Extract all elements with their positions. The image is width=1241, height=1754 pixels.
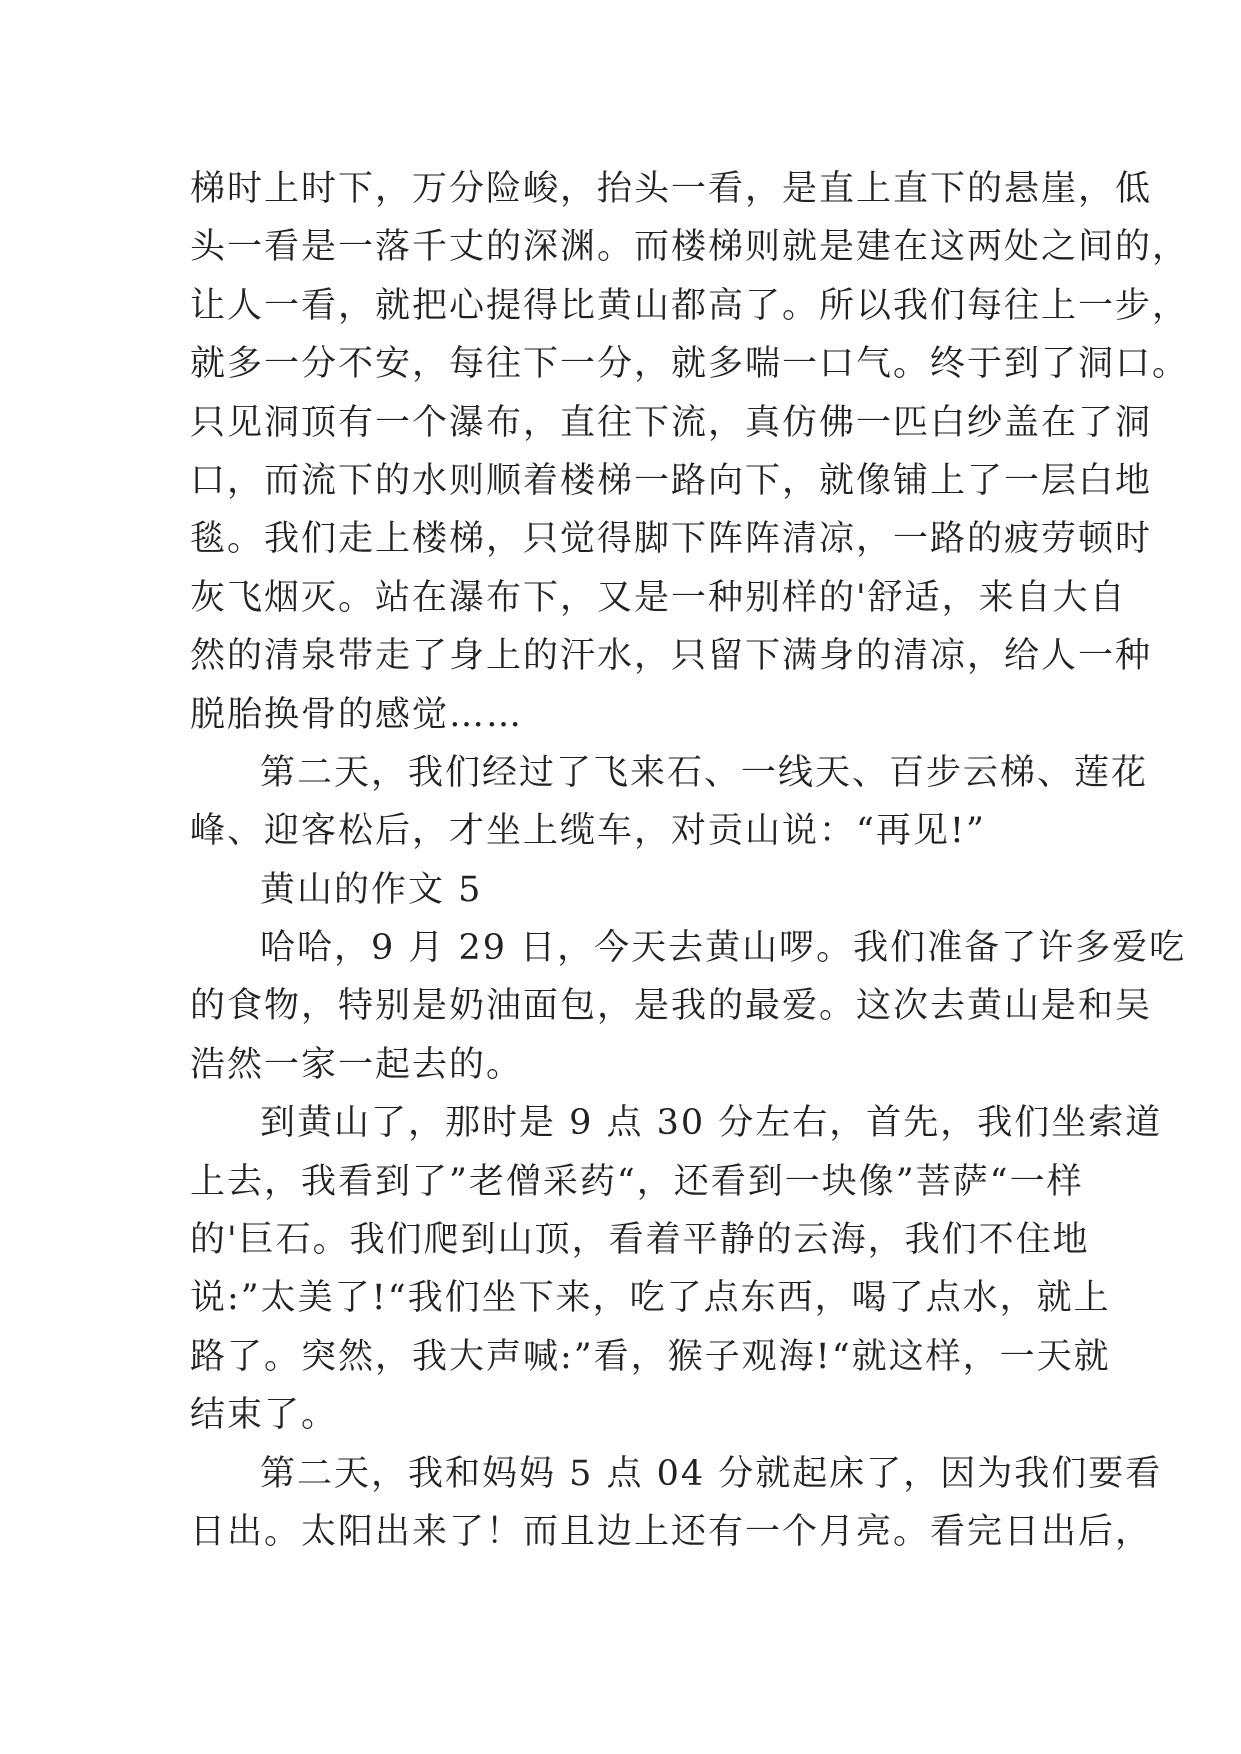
text-line: 结束了。 [190,1395,339,1436]
text-line: 脱胎换骨的感觉…… [190,694,524,735]
text-line: 的食物，特别是奶油面包，是我的最爱。这次去黄山是和吴 [190,986,1153,1027]
text-line: 说:”太美了!“我们坐下来，吃了点东西，喝了点水，就上 [190,1278,1111,1319]
text-line: 的'巨石。我们爬到山顶，看着平静的云海，我们不住地 [190,1220,1090,1261]
text-line: 路了。突然，我大声喊:”看，猴子观海!“就这样，一天就 [190,1336,1111,1377]
document-body [190,160,1190,1561]
section-heading: 黄山的作文 5 [260,869,483,910]
text-line: 哈哈，9 月 29 日，今天去黄山啰。我们准备了许多爱吃 [260,928,1187,969]
text-line: 然的清泉带走了身上的汗水，只留下满身的清凉，给人一种 [190,636,1153,677]
text-line: 浩然一家一起去的。 [190,1044,524,1085]
text-line: 就多一分不安，每往下一分，就多喘一口气。终于到了洞口。 [190,344,1190,385]
text-line: 口，而流下的水则顺着楼梯一路向下，就像铺上了一层白地 [190,460,1153,501]
text-line: 毯。我们走上楼梯，只觉得脚下阵阵清凉，一路的疲劳顿时 [190,519,1153,560]
text-line: 让人一看，就把心提得比黄山都高了。所以我们每往上一步， [190,285,1190,326]
text-line: 只见洞顶有一个瀑布，直往下流，真仿佛一匹白纱盖在了洞 [190,402,1153,443]
text-line: 梯时上时下，万分险峻，抬头一看，是直上直下的悬崖，低 [190,169,1153,209]
text-line: 上去，我看到了”老僧采药“，还看到一块像”菩萨“一样 [190,1161,1084,1202]
text-line: 日出。太阳出来了！而且边上还有一个月亮。看完日出后， [190,1511,1153,1552]
text-line: 头一看是一落千丈的深渊。而楼梯则就是建在这两处之间的， [190,227,1190,268]
text-line: 第二天，我和妈妈 5 点 04 分就起床了，因为我们要看 [260,1453,1163,1494]
text-line: 灰飞烟灭。站在瀑布下，又是一种别样的'舒适，来自大自 [190,577,1127,618]
text-line: 到黄山了，那时是 9 点 30 分左右，首先，我们坐索道 [260,1103,1163,1144]
text-line: 峰、迎客松后，才坐上缆车，对贡山说：“再见!” [190,811,986,852]
text-line: 第二天，我们经过了飞来石、一线天、百步云梯、莲花 [260,752,1149,793]
